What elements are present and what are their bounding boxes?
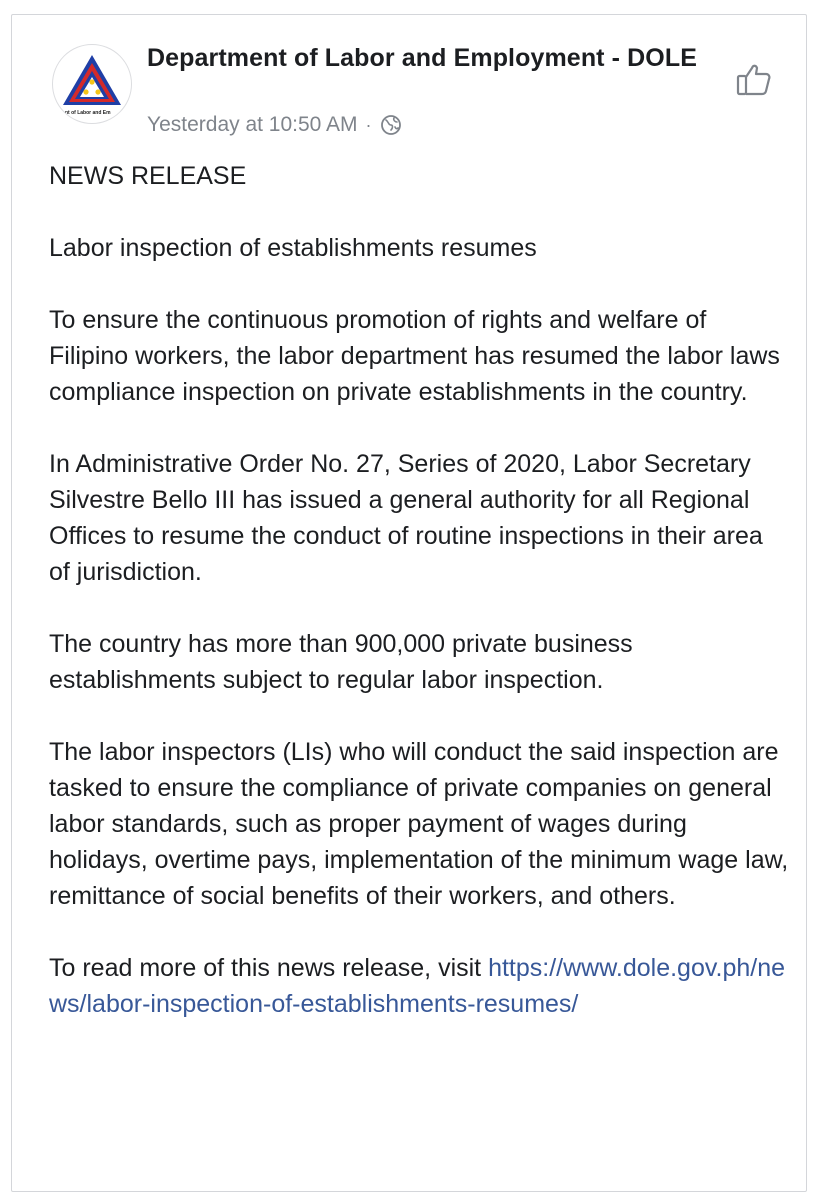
post-paragraph: The country has more than 900,000 private business establishments subject to regular labor inspection.	[49, 630, 633, 694]
closing-text: To read more of this news release, visit	[49, 954, 489, 982]
meta-separator: ·	[365, 114, 372, 135]
post-meta	[147, 112, 402, 138]
thumbs-up-icon	[734, 59, 774, 99]
page-avatar[interactable]	[52, 44, 132, 124]
post-paragraph: To ensure the continuous promotion of rights and welfare of Filipino workers, the labor department has resumed the labor laws compliance inspection on private establishments in the country.	[49, 306, 780, 406]
post-closing	[49, 950, 789, 1022]
logo-caption: nt of Labor and Em	[65, 110, 111, 116]
post-paragraph: Labor inspection of establishments resumes	[49, 234, 537, 262]
post-paragraph: In Administrative Order No. 27, Series of 2020, Labor Secretary Silvestre Bello III has issued a general authority for all Regional Offices to resume the conduct of routine inspections in their area of jurisdiction.	[49, 450, 763, 586]
post-card	[11, 14, 807, 1192]
globe-icon[interactable]	[380, 114, 402, 136]
page-name[interactable]: Department of Labor and Employment - DOLE	[147, 44, 697, 72]
post-timestamp[interactable]: Yesterday at 10:50 AM	[147, 113, 358, 136]
news-release-link[interactable]: https://www.dole.gov.ph/news/labor-inspection-of-establishments-resumes/	[49, 954, 786, 1018]
like-button[interactable]	[730, 55, 778, 103]
post-body	[49, 158, 789, 1022]
post-paragraph: The labor inspectors (LIs) who will conduct the said inspection are tasked to ensure the compliance of private companies on general labor standards, such as proper payment of wages during holidays, overtime pays, implementation of the minimum wage law, remittance of social benefits of their workers, and others.	[49, 738, 789, 910]
post-paragraph: NEWS RELEASE	[49, 162, 247, 190]
